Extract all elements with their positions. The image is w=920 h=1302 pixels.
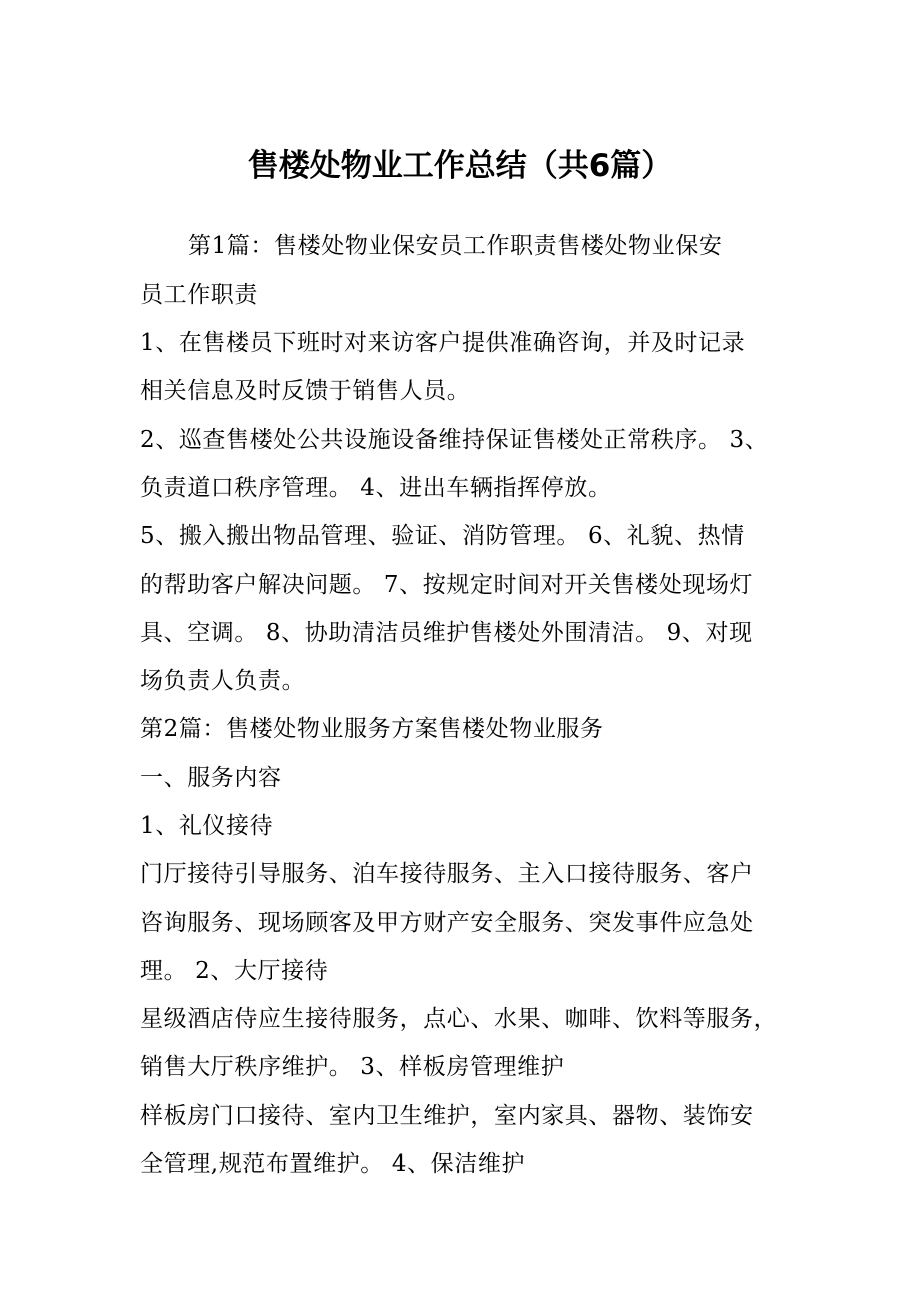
paragraph-line: 理。 2、大厅接待	[140, 958, 329, 984]
paragraph-line: 相关信息及时反馈于销售人员。	[140, 378, 471, 404]
paragraph-line: 销售大厅秩序维护。 3、样板房管理维护	[140, 1054, 565, 1080]
paragraph-line: 1、礼仪接待	[140, 813, 274, 839]
paragraph-line: 第1篇：售楼处物业保安员工作职责售楼处物业保安	[188, 233, 723, 259]
paragraph-line: 全管理,规范布置维护。 4、保洁维护	[140, 1151, 526, 1177]
section-heading: 第2篇：售楼处物业服务方案售楼处物业服务	[140, 716, 604, 742]
paragraph-line: 星级酒店侍应生接待服务，点心、水果、咖啡、饮料等服务，	[140, 1006, 778, 1032]
paragraph-line: 2、巡查售楼处公共设施设备维持保证售楼处正常秩序。 3、	[140, 427, 769, 453]
paragraph-line: 一、服务内容	[140, 765, 282, 791]
paragraph-line: 咨询服务、现场顾客及甲方财产安全服务、突发事件应急处	[140, 910, 754, 936]
paragraph-line: 的帮助客户解决问题。 7、按规定时间对开关售楼处现场灯	[140, 572, 754, 598]
paragraph-line: 场负责人负责。	[140, 668, 306, 694]
paragraph-line: 具、空调。 8、协助清洁员维护售楼处外围清洁。 9、对现	[140, 620, 753, 646]
paragraph-line: 5、搬入搬出物品管理、验证、消防管理。 6、礼貌、热情	[140, 523, 745, 549]
paragraph-line: 负责道口秩序管理。 4、进出车辆指挥停放。	[140, 475, 612, 501]
paragraph-line: 样板房门口接待、室内卫生维护，室内家具、器物、装饰安	[140, 1103, 754, 1129]
paragraph-line: 1、在售楼员下班时对来访客户提供准确咨询，并及时记录	[140, 330, 746, 356]
paragraph-line: 门厅接待引导服务、泊车接待服务、主入口接待服务、客户	[140, 861, 754, 887]
document-title: 售楼处物业工作总结（共6篇）	[247, 148, 673, 184]
paragraph-line: 员工作职责	[140, 282, 258, 308]
